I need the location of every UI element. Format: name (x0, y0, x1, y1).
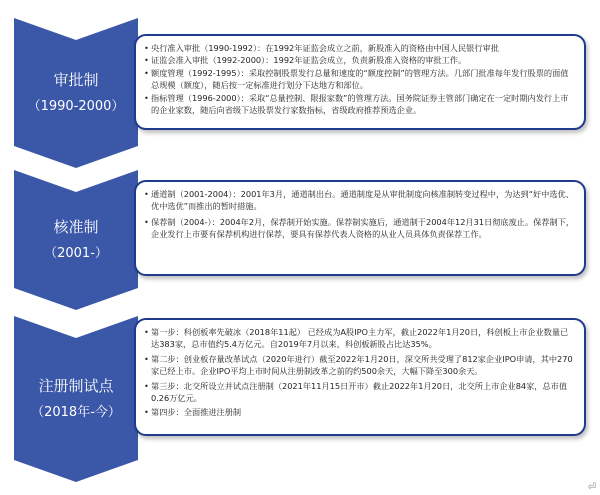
detail-item: • 通道制（2001-2004）：2001年3月，通道制出台。通道制度是从审批制度向核准制转变过程中，为达到“好中选优、优中选优”而推出的暂时措施。 (144, 188, 576, 213)
stage-detail-panel (134, 34, 586, 130)
stage-title: 核准制 (53, 218, 99, 236)
detail-item: • 指标管理（1996-2000）：采取“总量控制、限报家数”的管理方法。国务院证券主管部门确定在一定时期内发行上市的企业家数，随后向省级下达股票发行家数指标，省级政府推荐预选企业。 (144, 92, 576, 117)
chevron-shape (14, 170, 138, 310)
detail-item: • 第三步：北交所设立并试点注册制（2021年11月15日开市）截止2022年1月20日，北交所上市企业84家，总市值0.26万亿元。 (144, 380, 576, 405)
stage-detail-panel (134, 180, 586, 276)
detail-item: • 第一步：科创板率先破冰（2018年11起） 已经成为A股IPO主力军，截止2022年1月20日，科创板上市企业数量已达383家，总市值约5.4万亿元。自2019年7月以来，科创板新股占比达35%。 (144, 326, 576, 351)
stage-detail-panel (134, 318, 586, 436)
return-icon: ⏎ (587, 482, 596, 493)
detail-item: • 第二步：创业板存量改革试点（2020年进行）截至2022年1月20日，深交所共受理了812家企业IPO申请，其中270家已经上市。企业IPO平均上市时间从注册制改革之前的约500余天，大幅下降至300余天。 (144, 353, 576, 378)
stage-period: （1990-2000） (27, 99, 125, 114)
stage-title: 注册制试点 (38, 377, 114, 395)
stage-chevron-zhucezhi (14, 316, 138, 482)
chevron-shape (14, 18, 138, 168)
detail-item: • 央行准入审批（1990-1992）：在1992年证监会成立之前，新股准入的资格由中国人民银行审批 (144, 42, 576, 54)
stage-period: （2001-） (44, 246, 108, 261)
detail-item: • 第四步：全面推进注册制 (144, 406, 576, 418)
stage-chevron-hezhunzhi (14, 170, 138, 310)
chevron-shape (14, 316, 138, 482)
detail-item: • 证监会准入审批（1992-2000）：1992年证监会成立，负责新股准入资格的审批工作。 (144, 54, 576, 66)
stage-chevron-shenpizhi (14, 18, 138, 168)
detail-item: • 保荐制（2004-）：2004年2月，保荐制开始实施。保荐制实施后，通道制于2004年12月31日彻底废止。保荐制下，企业发行上市要有保荐机构进行保荐，要具有保荐代表人资格的从业人员具体负责保荐工作。 (144, 216, 576, 241)
stage-period: （2018年-今） (31, 405, 121, 420)
detail-item: • 额度管理（1992-1995）：采取控制股票发行总量和速度的“额度控制”的管理方法。几部门批准每年发行股票的面值总规模（额度），随后按一定标准进行划分下达地方和部位。 (144, 67, 576, 92)
stage-title: 审批制 (53, 71, 99, 89)
